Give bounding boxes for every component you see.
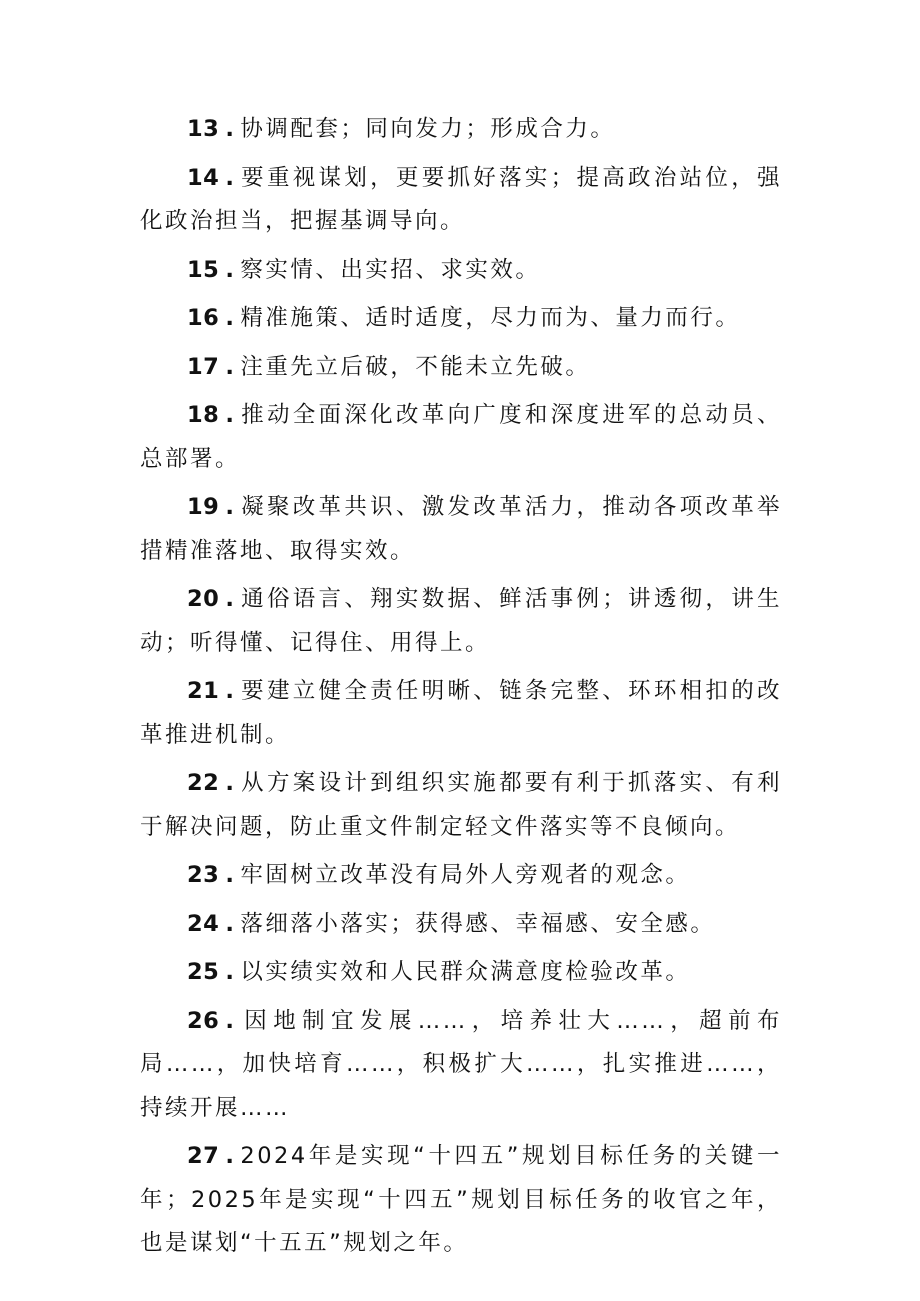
- item-text: 推动全面深化改革向广度和深度进军的总动员、总部署。: [140, 402, 782, 472]
- numbered-list: [140, 108, 782, 1266]
- list-item: [140, 854, 782, 898]
- list-item: [140, 903, 782, 947]
- item-text: 因地制宜发展……，培养壮大……，超前布局……，加快培育……，积极扩大……，扎实推进……，持续开展……: [140, 1007, 782, 1121]
- list-item: [140, 1000, 782, 1131]
- item-text: 2024年是实现“十四五”规划目标任务的关键一年；2025年是实现“十四五”规划目标任务的收官之年，也是谋划“十五五”规划之年。: [140, 1143, 782, 1256]
- item-text: 精准施策、适时适度，尽力而为、量力而行。: [240, 305, 741, 331]
- list-item: [140, 762, 782, 849]
- item-number: 21: [187, 678, 220, 704]
- item-number: 16: [187, 305, 220, 331]
- item-text: 牢固树立改革没有局外人旁观者的观念。: [240, 862, 691, 888]
- list-item: [140, 1135, 782, 1266]
- item-number: 22: [187, 770, 220, 796]
- list-item: [140, 249, 782, 293]
- item-text: 从方案设计到组织实施都要有利于抓落实、有利于解决问题，防止重文件制定轻文件落实等不良倾向。: [140, 770, 782, 840]
- item-text: 要建立健全责任明晰、链条完整、环环相扣的改革推进机制。: [140, 678, 782, 748]
- list-item: [140, 670, 782, 757]
- item-separator: .: [225, 910, 237, 937]
- item-separator: .: [225, 164, 237, 191]
- item-number: 20: [187, 586, 220, 612]
- item-separator: .: [225, 1143, 237, 1169]
- item-number: 15: [187, 256, 220, 283]
- list-item: [140, 297, 782, 341]
- item-text: 要重视谋划，更要抓好落实；提高政治站位，强化政治担当，把握基调导向。: [140, 164, 782, 234]
- item-separator: .: [225, 862, 237, 888]
- item-separator: .: [225, 116, 237, 142]
- item-separator: .: [225, 770, 237, 796]
- item-number: 24: [187, 910, 220, 937]
- item-number: 25: [187, 959, 220, 985]
- item-separator: .: [225, 586, 237, 612]
- item-text: 注重先立后破，不能未立先破。: [240, 353, 591, 380]
- list-item: [140, 486, 782, 573]
- list-item: [140, 951, 782, 995]
- list-item: [140, 346, 782, 390]
- item-separator: .: [225, 353, 237, 380]
- item-number: 14: [187, 164, 220, 191]
- item-number: 13: [187, 116, 220, 142]
- item-number: 27: [187, 1143, 220, 1169]
- item-text: 凝聚改革共识、激发改革活力，推动各项改革举措精准落地、取得实效。: [140, 494, 782, 564]
- item-separator: .: [225, 959, 237, 985]
- list-item: [140, 108, 782, 152]
- list-item: [140, 394, 782, 481]
- item-separator: .: [225, 305, 237, 331]
- item-number: 19: [187, 494, 220, 520]
- item-text: 落细落小落实；获得感、幸福感、安全感。: [240, 910, 716, 937]
- item-separator: .: [225, 678, 237, 704]
- item-text: 协调配套；同向发力；形成合力。: [240, 116, 616, 142]
- item-number: 17: [187, 353, 220, 380]
- item-text: 以实绩实效和人民群众满意度检验改革。: [240, 959, 691, 985]
- list-item: [140, 578, 782, 665]
- item-separator: .: [225, 494, 237, 520]
- item-number: 18: [187, 402, 220, 428]
- item-number: 23: [187, 862, 220, 888]
- item-text: 通俗语言、翔实数据、鲜活事例；讲透彻，讲生动；听得懂、记得住、用得上。: [140, 586, 782, 656]
- list-item: [140, 157, 782, 244]
- item-number: 26: [187, 1007, 220, 1034]
- item-separator: .: [225, 256, 237, 283]
- item-separator: .: [225, 1007, 237, 1034]
- item-separator: .: [225, 402, 237, 428]
- item-text: 察实情、出实招、求实效。: [240, 256, 541, 283]
